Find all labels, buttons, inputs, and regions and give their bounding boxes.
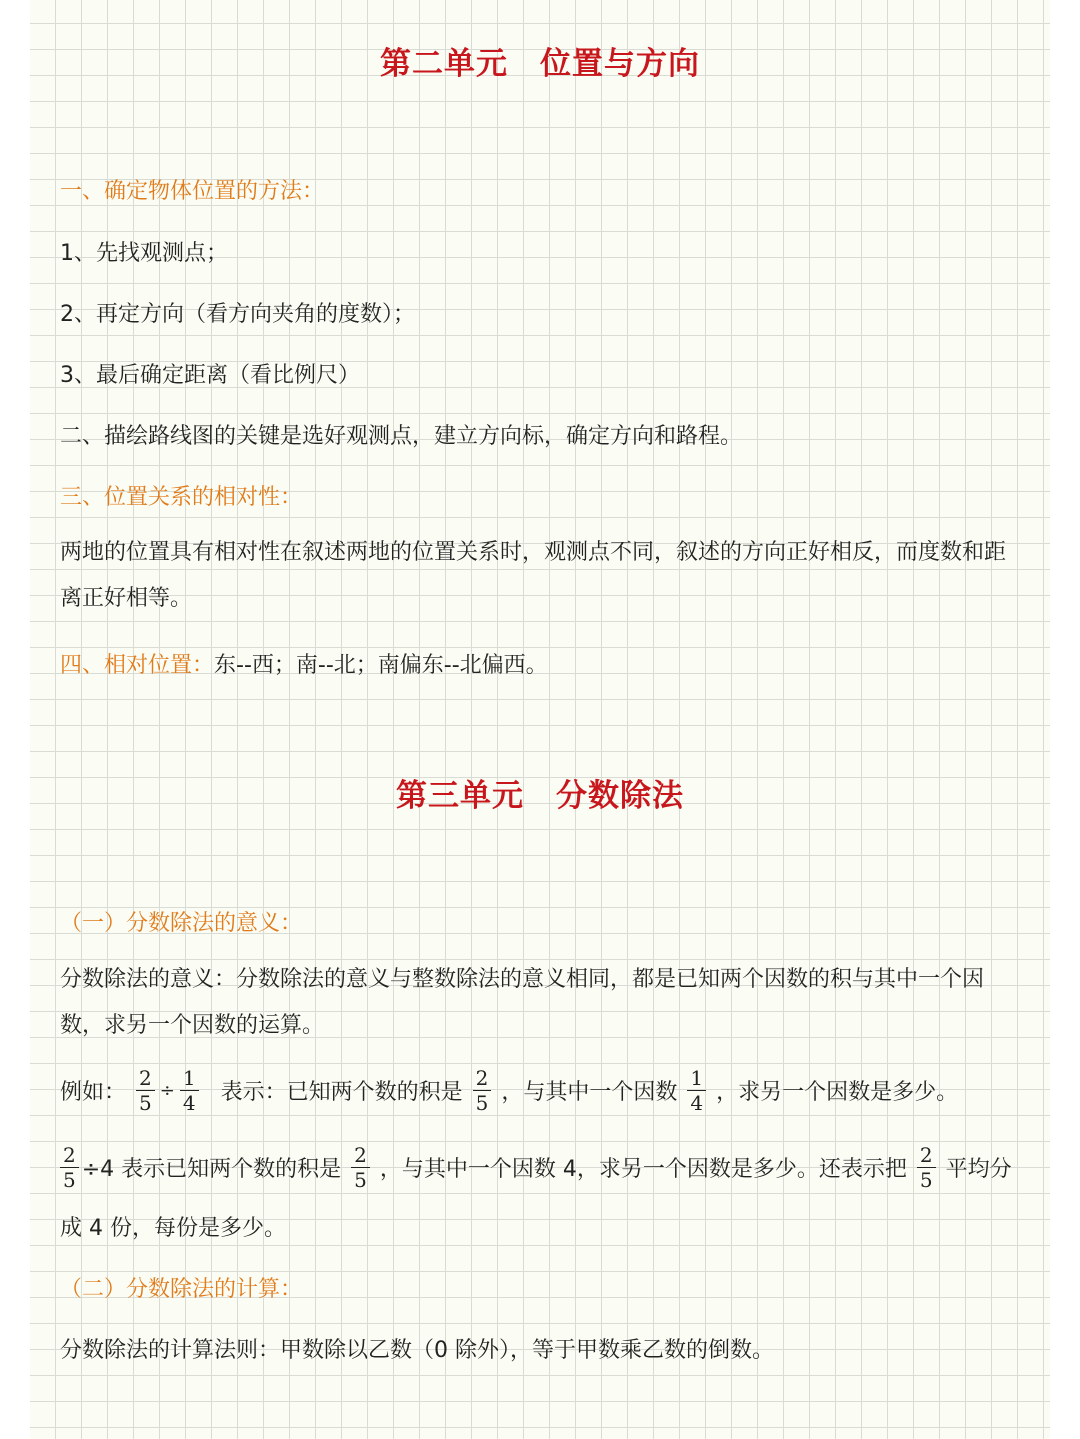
unit-3-example-1 (60, 1067, 958, 1114)
divide-sign: ÷ (159, 1080, 175, 1101)
unit-3-title: 第三单元 分数除法 (396, 778, 684, 814)
example-1-text-3: ，求另一个因数是多少。 (716, 1080, 959, 1105)
unit-2-section-4-heading: 四、相对位置： (60, 653, 215, 678)
unit-2-section-1-item: 2、再定方向（看方向夹角的度数）； (60, 302, 415, 327)
unit-3-example-2 (60, 1144, 1012, 1191)
fraction: $\frac{2}{5}$ (351, 1144, 370, 1191)
unit-2-section-4-text: 东--西；南--北；南偏东--北偏西。 (214, 653, 548, 678)
unit-2-section-1-item: 3、最后确定距离（看比例尺） (60, 363, 360, 388)
unit-3-section-2-heading: （二）分数除法的计算： (60, 1277, 303, 1302)
example-1-prefix: 例如： (60, 1080, 127, 1105)
unit-2-section-3-text: 两地的位置具有相对性在叙述两地的位置关系时，观测点不同，叙述的方向正好相反，而度数和距离正好相等。 (60, 540, 1007, 611)
unit-2-section-4 (60, 648, 548, 679)
fraction: $\frac{2}{5}$ (917, 1144, 936, 1191)
unit-3-section-1-text: 分数除法的意义：分数除法的意义与整数除法的意义相同，都是已知两个因数的积与其中一个因数，求另一个因数的运算。 (60, 967, 985, 1038)
unit-3-section-1-heading: （一）分数除法的意义： (60, 911, 303, 936)
example-2-text-1: ÷4 表示已知两个数的积是 (81, 1157, 342, 1182)
unit-2-section-1-heading: 一、确定物体位置的方法： (60, 179, 325, 204)
unit-3-example-2-continued: 成 4 份，每份是多少。 (60, 1216, 286, 1241)
fraction: $\frac{2}{5}$ (473, 1067, 492, 1114)
example-1-text-2: ，与其中一个因数 (501, 1080, 678, 1105)
example-1-text-1: 表示：已知两个数的积是 (220, 1080, 463, 1105)
example-2-text-3: 平均分 (945, 1157, 1012, 1182)
unit-2-section-1-item: 1、先找观测点； (60, 241, 228, 266)
unit-2-section-3-heading: 三、位置关系的相对性： (60, 485, 303, 510)
unit-3-section-2-text: 分数除法的计算法则：甲数除以乙数（0 除外），等于甲数乘乙数的倒数。 (60, 1338, 774, 1363)
unit-2-section-2-text: 二、描绘路线图的关键是选好观测点，建立方向标，确定方向和路程。 (60, 424, 743, 449)
fraction: $\frac{1}{4}$ (180, 1067, 199, 1114)
unit-2-title: 第二单元 位置与方向 (380, 46, 700, 82)
fraction: $\frac{2}{5}$ (136, 1067, 155, 1114)
fraction: $\frac{2}{5}$ (60, 1144, 79, 1191)
example-2-text-2: ，与其中一个因数 4，求另一个因数是多少。还表示把 (379, 1157, 907, 1182)
fraction: $\frac{1}{4}$ (687, 1067, 706, 1114)
